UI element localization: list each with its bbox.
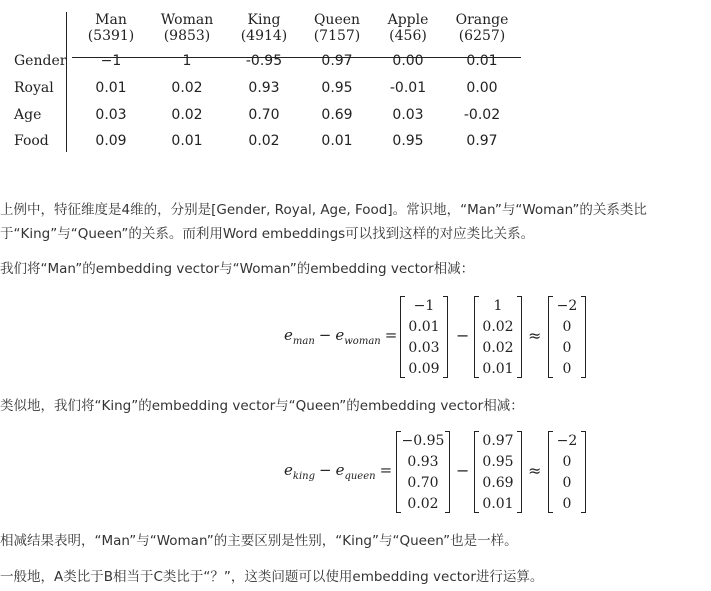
symbol-e: e	[284, 326, 293, 344]
paragraph-analogy: 一般地，A类比于B相当于C类比于“？”，这类问题可以使用embedding vector进行运算。	[0, 569, 544, 585]
vector-entry: 0.01	[408, 319, 440, 335]
vector-entry: −0.95	[401, 433, 445, 449]
vector-entry: 0	[562, 475, 572, 491]
equation-lhs	[284, 461, 396, 482]
table-cell: 0.93	[248, 80, 280, 96]
minus-sign: −	[456, 461, 470, 480]
table-cell: 0.03	[95, 107, 127, 123]
vector-entry: 0	[562, 319, 572, 335]
table-cell: 0.01	[321, 133, 353, 149]
vector-entry: 0.09	[408, 361, 440, 377]
vector-entry: 0.97	[482, 433, 514, 449]
paragraph-king-queen: 类似地，我们将“King”的embedding vector与“Queen”的embedding vector相减：	[0, 398, 524, 414]
paragraph-intro-line1: 上例中，特征维度是4维的，分别是[Gender, Royal, Age, Food]。常识地，“Man”与“Woman”的关系类比	[0, 202, 647, 218]
column-name: King	[247, 12, 281, 28]
table-cell: 0.95	[321, 80, 353, 96]
vector-entry: 0	[562, 496, 572, 512]
column-header-queen	[297, 12, 377, 44]
vector-entry: 0.02	[482, 340, 514, 356]
column-count: (5391)	[87, 28, 135, 44]
paragraph-man-woman: 我们将“Man”的embedding vector与“Woman”的embedding vector相减：	[0, 261, 475, 277]
subscript-queen: queen	[344, 471, 376, 482]
table-cell: -0.02	[463, 107, 501, 123]
table-cell: 0.95	[392, 133, 424, 149]
table-cell: 0.02	[248, 133, 280, 149]
vector-entry: 0	[562, 340, 572, 356]
vector-entry: −2	[556, 433, 578, 449]
table-cell: 0.00	[466, 80, 498, 96]
equals-sign: =	[379, 461, 393, 479]
table-cell: 0.97	[466, 133, 498, 149]
vector-woman	[474, 296, 522, 380]
vector-entry: 0	[562, 454, 572, 470]
column-header-king	[224, 12, 304, 44]
equation-man-woman	[284, 296, 594, 380]
equals-sign: =	[384, 326, 398, 344]
column-name: Woman	[160, 12, 214, 28]
minus-sign: −	[318, 326, 332, 344]
vector-man	[400, 296, 448, 380]
table-cell: -0.95	[245, 53, 283, 69]
row-label-gender: Gender	[14, 53, 67, 69]
row-label-royal: Royal	[14, 80, 54, 96]
table-cell: 1	[182, 53, 192, 69]
vector-king	[396, 431, 450, 515]
equation-king-queen	[284, 431, 594, 515]
table-vertical-rule	[66, 12, 67, 152]
symbol-e: e	[335, 326, 345, 344]
table-cell: 0.09	[95, 133, 127, 149]
vector-entry: 0.69	[482, 475, 514, 491]
approx-sign: ≈	[528, 461, 542, 480]
symbol-e: e	[284, 461, 293, 479]
table-cell: 0.97	[321, 53, 353, 69]
column-header-man	[71, 12, 151, 44]
vector-entry: 0.01	[482, 361, 514, 377]
table-cell: 0.02	[171, 80, 203, 96]
column-count: (4914)	[240, 28, 288, 44]
paragraph-intro-line2: 于“King”与“Queen”的关系。而利用Word embeddings可以找到这样的对应类比关系。	[0, 226, 535, 242]
subscript-woman: woman	[344, 336, 381, 347]
vector-result	[548, 431, 586, 515]
column-name: Apple	[387, 12, 429, 28]
row-label-food: Food	[14, 133, 49, 149]
table-cell: 0.02	[171, 107, 203, 123]
vector-entry: 0.93	[407, 454, 439, 470]
column-header-apple	[368, 12, 448, 44]
table-cell: 0.69	[321, 107, 353, 123]
vector-entry: 0	[562, 361, 572, 377]
approx-sign: ≈	[528, 326, 542, 345]
vector-entry: 0.01	[482, 496, 514, 512]
subscript-man: man	[292, 336, 315, 347]
vector-entry: 0.03	[408, 340, 440, 356]
vector-entry: 0.02	[407, 496, 439, 512]
vector-entry: 0.70	[407, 475, 439, 491]
table-cell: 0.01	[95, 80, 127, 96]
column-header-woman	[147, 12, 227, 44]
vector-result	[548, 296, 586, 380]
embedding-table	[10, 10, 520, 155]
minus-sign: −	[456, 326, 470, 345]
equation-lhs	[284, 326, 401, 347]
table-cell: 0.03	[392, 107, 424, 123]
column-name: Orange	[455, 12, 509, 28]
row-label-age: Age	[14, 107, 42, 123]
vector-entry: 0.02	[482, 319, 514, 335]
column-count: (9853)	[163, 28, 211, 44]
table-cell: 0.01	[171, 133, 203, 149]
table-cell: 0.70	[248, 107, 280, 123]
column-count: (456)	[389, 28, 427, 44]
vector-entry: −2	[556, 298, 578, 314]
subscript-king: king	[292, 471, 315, 482]
vector-queen	[474, 431, 522, 515]
table-cell: -0.01	[389, 80, 427, 96]
column-count: (6257)	[458, 28, 506, 44]
table-cell: 0.01	[466, 53, 498, 69]
column-count: (7157)	[313, 28, 361, 44]
vector-entry: −1	[413, 298, 435, 314]
vector-entry: 0.95	[482, 454, 514, 470]
symbol-e: e	[335, 461, 345, 479]
column-name: Man	[95, 12, 127, 28]
table-cell: −1	[100, 53, 122, 69]
paragraph-conclusion: 相减结果表明，“Man”与“Woman”的主要区别是性别，“King”与“Queen”也是一样。	[0, 533, 518, 549]
minus-sign: −	[319, 461, 332, 479]
column-header-orange	[442, 12, 522, 44]
table-cell: 0.00	[392, 53, 424, 69]
vector-entry: 1	[493, 298, 503, 314]
column-name: Queen	[313, 12, 361, 28]
